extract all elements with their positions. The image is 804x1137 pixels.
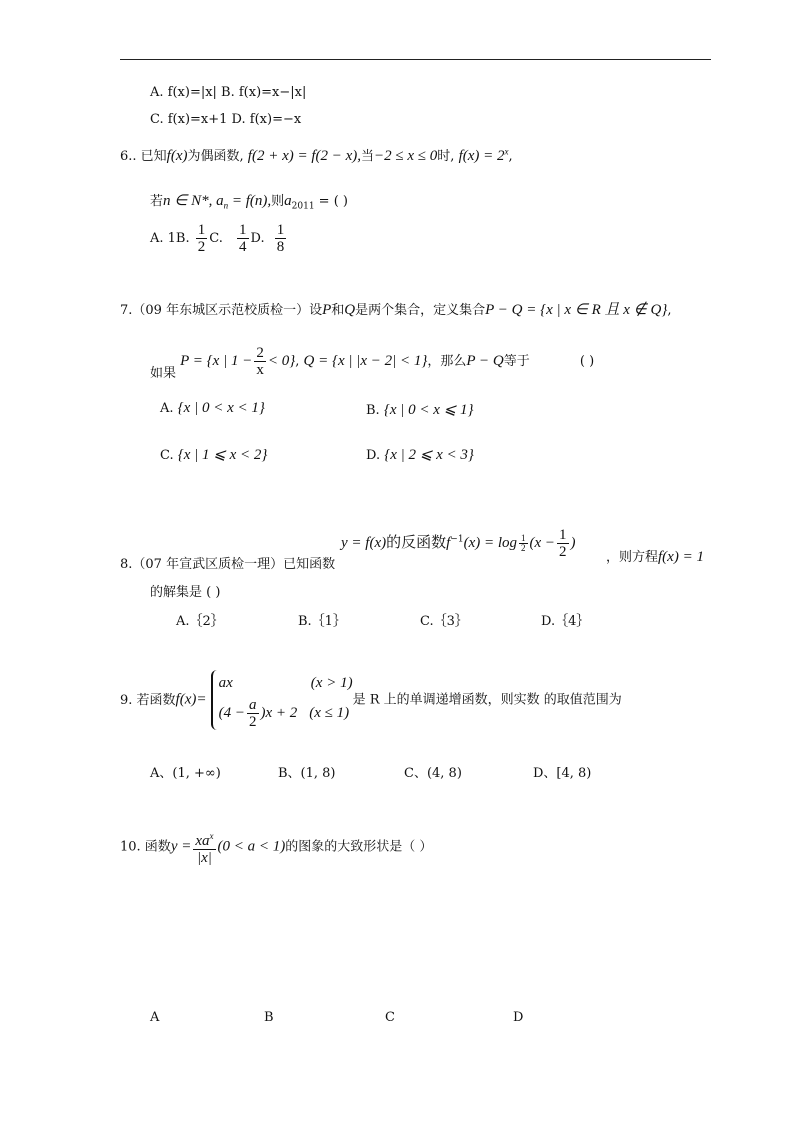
q7-ruguo: 如果 bbox=[150, 366, 177, 381]
q7-frac: $\frac{2}{x}$ bbox=[256, 345, 264, 378]
q7-name: ，那么 bbox=[427, 354, 467, 369]
q6-a: a bbox=[284, 193, 292, 209]
question-10: 10. 函数y = $\frac{xa^x}{|x|}$ (0 < a < 1)的图象的大致形状是（ ） bbox=[120, 828, 432, 866]
question-7-line2 bbox=[150, 345, 595, 381]
q9-option-c: C、(4, 8) bbox=[404, 766, 462, 781]
q8-option-c: C.｛3｝ bbox=[420, 614, 468, 629]
q6-eq3: = f(n), bbox=[228, 193, 272, 209]
q7-pq: P − Q bbox=[466, 353, 504, 369]
q6-text2: 当 bbox=[361, 149, 375, 164]
q7-dengyu: 等于 bbox=[503, 354, 530, 369]
q6-cond: n ∈ N*, a bbox=[163, 193, 224, 209]
q7-p: P bbox=[322, 302, 332, 318]
q6-exp: x bbox=[504, 146, 509, 157]
q7-q: Q bbox=[344, 302, 356, 318]
q6-sub-n: n bbox=[223, 200, 229, 211]
q9-piecewise: ax (x > 1) (4 − $\frac{a}{2}$ )x + 2 (x ≤ 1) bbox=[211, 670, 353, 730]
q6-eq1: f(2 + x) = f(2 − x), bbox=[247, 148, 362, 164]
q7-p-tail: < 0} bbox=[267, 353, 296, 369]
question-6-options bbox=[150, 222, 288, 255]
q7-period: , bbox=[667, 303, 672, 318]
q7-p-eq: P = {x | 1 − bbox=[180, 353, 253, 369]
q7-text: 7.（09 年东城区示范校质检一）设 bbox=[120, 303, 323, 318]
q6-prefix: 若 bbox=[150, 194, 164, 209]
q10-label-c: C bbox=[385, 1010, 395, 1025]
q7-comma: , bbox=[295, 354, 300, 369]
q8-option-b: B.｛1｝ bbox=[298, 614, 346, 629]
question-number: 6. bbox=[120, 149, 133, 164]
question-9: 9. 若函数f(x)= ax (x > 1) (4 − $\frac{a}{2}$ )x + 2 (x ≤ 1) 是 R 上的单调递增函数，则实数 的取值范围为 bbox=[120, 670, 622, 730]
q6-option-a: A. 1B. bbox=[150, 231, 190, 246]
q6-text1: 为偶函数, bbox=[187, 149, 244, 164]
question-8-stem: 8.（07 年宣武区质检一理）已知函数 bbox=[120, 557, 336, 572]
q7-q-eq: Q = {x | |x − 2| < 1} bbox=[303, 353, 428, 369]
q6-tail: = ( ) bbox=[314, 194, 348, 209]
q6-fx: f(x) bbox=[166, 148, 188, 164]
q9-option-b: B、(1, 8) bbox=[278, 766, 336, 781]
q6-eq2: f(x) = 2 bbox=[458, 148, 505, 164]
q6-lead: . 已知 bbox=[132, 149, 167, 164]
q6-ineq: −2 ≤ x ≤ 0 bbox=[374, 148, 438, 164]
q7-option-d: D. {x | 2 ⩽ x < 3} bbox=[366, 447, 474, 463]
q6-sub-2011: 2011 bbox=[291, 201, 315, 212]
q8-option-a: A.｛2｝ bbox=[176, 614, 224, 629]
q5-options-row2: C. f(x)=x+1 D. f(x)=−x bbox=[150, 112, 302, 127]
q6-option-c: C. bbox=[209, 231, 223, 246]
q6-text3: 时, bbox=[437, 149, 455, 164]
q7-option-c: C. {x | 1 ⩽ x < 2} bbox=[160, 447, 268, 463]
question-6-stem bbox=[120, 145, 513, 165]
q8-option-d: D.｛4｝ bbox=[541, 614, 590, 629]
q6-frac-c: $\frac{1}{4}$ bbox=[239, 222, 247, 255]
q8-formula: y = f(x)的反函数$f^{-1}(x) = \log$ $\frac{1}{2}$ (x − $\frac{1}{2}$ ) bbox=[341, 527, 576, 560]
header-rule bbox=[120, 59, 711, 60]
q7-paren: ( ) bbox=[579, 354, 595, 369]
q10-label-d: D bbox=[513, 1010, 524, 1025]
q8-line2: 的解集是 ( ) bbox=[150, 585, 221, 600]
q6-frac-d: $\frac{1}{8}$ bbox=[276, 222, 285, 255]
q9-option-a: A、(1, +∞) bbox=[150, 766, 221, 781]
q6-then: 则 bbox=[271, 194, 285, 209]
q9-tail: 是 R 上的单调递增函数，则实数 的取值范围为 bbox=[352, 692, 622, 708]
q7-text2: 是两个集合，定义集合 bbox=[355, 303, 486, 318]
q6-frac-b: $\frac{1}{2}$ bbox=[197, 222, 206, 255]
q7-option-b: B. {x | 0 < x ⩽ 1} bbox=[366, 402, 474, 418]
q5-options-row1: A. f(x)=|x| B. f(x)=x−|x| bbox=[150, 85, 307, 100]
q8-equation: ，则方程f(x) = 1 bbox=[606, 549, 704, 565]
q10-label-a: A bbox=[150, 1010, 160, 1025]
question-6-line2 bbox=[150, 190, 348, 212]
q6-option-d: D. bbox=[250, 231, 265, 246]
q9-option-d: D、[4, 8) bbox=[533, 766, 592, 781]
q7-definition: P − Q = {x | x ∈ R 且 x ∉ Q} bbox=[485, 302, 668, 318]
question-7-stem bbox=[120, 298, 671, 319]
q7-option-a: A. {x | 0 < x < 1} bbox=[160, 400, 265, 416]
q10-label-b: B bbox=[264, 1010, 274, 1025]
q6-comma: , bbox=[508, 149, 513, 164]
q7-he: 和 bbox=[331, 303, 345, 318]
